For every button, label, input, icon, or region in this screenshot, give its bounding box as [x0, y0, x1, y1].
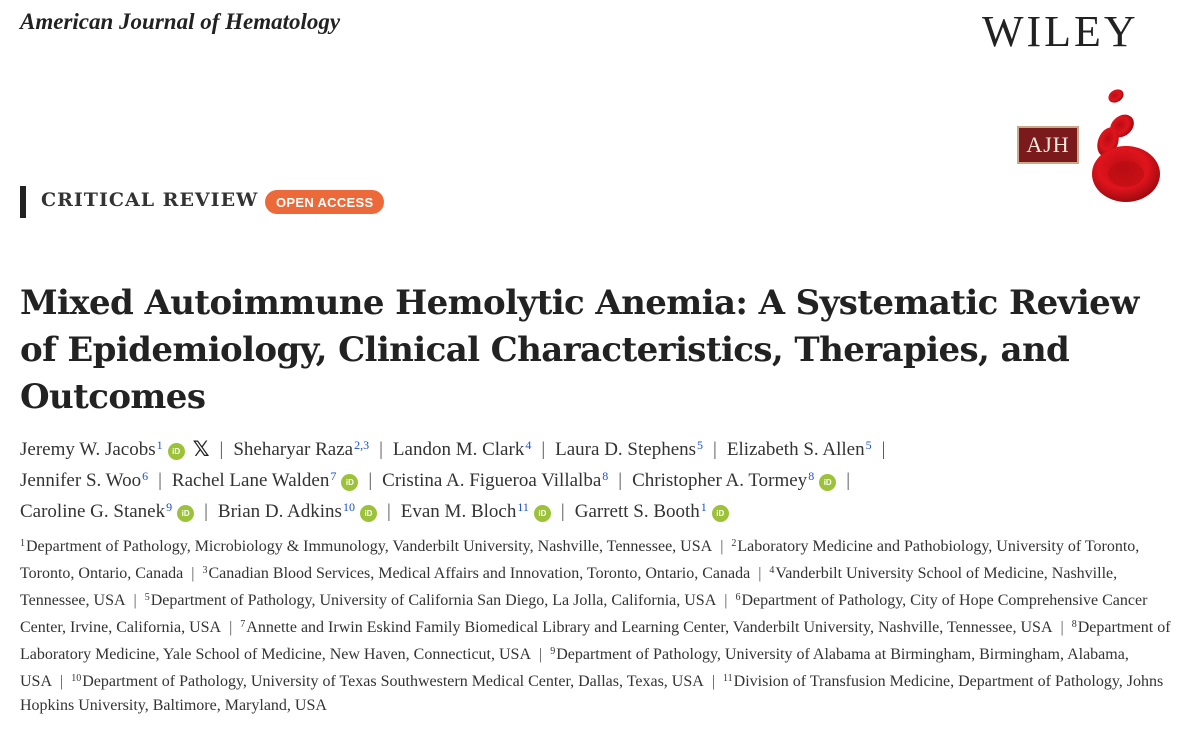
affiliation-separator: | — [724, 592, 728, 609]
author-affiliation-ref[interactable]: 11 — [517, 500, 529, 514]
author-name[interactable]: Rachel Lane Walden — [171, 470, 330, 491]
journal-name[interactable]: American Journal of Hematology — [20, 9, 341, 34]
author-name[interactable]: Jennifer S. Woo — [20, 470, 142, 491]
affiliation-separator: | — [1060, 619, 1064, 636]
affiliation-text: Department of Pathology, University of Texas Southwestern Medical Center, Dallas, Texas, USA — [82, 673, 704, 690]
orcid-icon[interactable]: iD — [341, 474, 358, 491]
affiliation-text: Department of Pathology, City of Hope Comprehensive Cancer Center, Irvine, California, USA — [20, 592, 1148, 636]
author[interactable] — [555, 439, 703, 460]
publisher-logo[interactable]: WILEY — [982, 7, 1139, 56]
author-separator: | — [881, 439, 886, 460]
author-affiliation-ref[interactable]: 9 — [166, 500, 173, 514]
affiliation-number: 3 — [202, 565, 208, 576]
author-name[interactable]: Sheharyar Raza — [233, 439, 354, 460]
author-separator: | — [158, 470, 162, 491]
author-separator: | — [618, 470, 623, 491]
author-affiliation-ref[interactable]: 8 — [808, 469, 815, 483]
ajh-logo-box: AJH — [1017, 126, 1079, 164]
author-name[interactable]: Cristina A. Figueroa Villalba — [382, 470, 602, 491]
author-affiliation-ref[interactable]: 5 — [865, 438, 872, 452]
affiliation-number: 1 — [20, 538, 25, 549]
affiliation-separator: | — [60, 673, 64, 690]
author-separator: | — [204, 501, 208, 522]
orcid-icon[interactable]: iD — [360, 505, 377, 522]
affiliation-text: Department of Pathology, University of Alabama at Birmingham, Birmingham, Alabama, USA — [20, 646, 1129, 690]
author[interactable] — [233, 439, 369, 460]
author[interactable] — [382, 470, 608, 491]
author-name[interactable]: Landon M. Clark — [392, 439, 525, 460]
section-marker — [20, 186, 26, 218]
author-name[interactable]: Evan M. Bloch — [400, 501, 517, 522]
author[interactable] — [20, 439, 210, 460]
affiliation-separator: | — [539, 646, 543, 663]
author-name[interactable]: Christopher A. Tormey — [632, 470, 808, 491]
author-affiliation-ref[interactable]: 1 — [700, 500, 707, 514]
affiliation-number: 6 — [735, 592, 741, 603]
orcid-icon[interactable]: iD — [177, 505, 194, 522]
author-list — [20, 432, 1180, 525]
affiliation-list — [20, 532, 1180, 718]
orcid-icon[interactable]: iD — [534, 505, 551, 522]
author-affiliation-ref[interactable]: 4 — [525, 438, 532, 452]
affiliation-item — [71, 673, 704, 690]
author-separator: | — [846, 470, 850, 491]
blood-cell-small — [1106, 87, 1126, 105]
affiliation-separator: | — [229, 619, 233, 636]
affiliation-number: 10 — [71, 673, 82, 684]
author[interactable] — [20, 470, 148, 491]
author-name[interactable]: Garrett S. Booth — [574, 501, 700, 522]
author-name[interactable]: Elizabeth S. Allen — [726, 439, 865, 460]
author-affiliation-ref[interactable]: 1 — [156, 438, 163, 452]
affiliation-number: 2 — [731, 538, 737, 549]
affiliation-text: Department of Pathology, University of California San Diego, La Jolla, California, USA — [150, 592, 717, 609]
author-name[interactable]: Caroline G. Stanek — [20, 501, 166, 522]
author-separator: | — [219, 439, 224, 460]
author[interactable] — [393, 439, 531, 460]
affiliation-separator: | — [133, 592, 137, 609]
author-affiliation-ref[interactable]: 2,3 — [354, 438, 370, 452]
author-name[interactable]: Jeremy W. Jacobs — [20, 439, 156, 460]
affiliation-text: Laboratory Medicine and Pathobiology, University of Toronto, Toronto, Ontario, Canada — [20, 538, 1140, 582]
author-affiliation-ref[interactable]: 8 — [602, 469, 609, 483]
orcid-icon[interactable]: iD — [819, 474, 836, 491]
author-affiliation-ref[interactable]: 5 — [697, 438, 704, 452]
affiliation-number: 8 — [1071, 619, 1077, 630]
affiliation-text: Division of Transfusion Medicine, Department of Pathology, Johns Hopkins University, Baltimore, Maryland, USA — [20, 673, 1164, 714]
affiliation-item — [240, 619, 1052, 636]
author-affiliation-ref[interactable]: 7 — [330, 469, 337, 483]
author-separator: | — [379, 439, 383, 460]
affiliation-item — [20, 538, 712, 555]
affiliation-number: 9 — [550, 646, 556, 657]
affiliation-number: 7 — [240, 619, 246, 630]
author[interactable] — [727, 439, 872, 460]
affiliation-separator: | — [720, 538, 724, 555]
article-section-type: CRITICAL REVIEW — [41, 189, 259, 211]
author-affiliation-ref[interactable]: 6 — [142, 469, 149, 483]
affiliation-number: 5 — [144, 592, 150, 603]
affiliation-number: 4 — [769, 565, 775, 576]
affiliation-text: Department of Laboratory Medicine, Yale School of Medicine, New Haven, Connecticut, USA — [20, 619, 1171, 663]
ajh-logo — [1012, 84, 1182, 204]
author[interactable] — [20, 501, 194, 522]
affiliation-text: Annette and Irwin Eskind Family Biomedical Library and Learning Center, Vanderbilt University, Nashville, Tennessee, USA — [246, 619, 1053, 636]
affiliation-item — [202, 565, 750, 582]
affiliation-text: Vanderbilt University School of Medicine, Nashville, Tennessee, USA — [20, 565, 1118, 609]
affiliation-separator: | — [191, 565, 195, 582]
orcid-icon[interactable]: iD — [168, 443, 185, 460]
author[interactable] — [401, 501, 551, 522]
open-access-badge[interactable]: OPEN ACCESS — [265, 190, 384, 214]
affiliation-number: 11 — [723, 673, 733, 684]
affiliation-separator: | — [711, 673, 716, 690]
author-affiliation-ref[interactable]: 10 — [342, 500, 355, 514]
affiliation-text: Department of Pathology, Microbiology & Immunology, Vanderbilt University, Nashville, Tennessee, USA — [26, 538, 713, 555]
author-separator: | — [541, 439, 546, 460]
affiliation-item — [145, 592, 717, 609]
author[interactable] — [575, 501, 729, 522]
affiliation-separator: | — [758, 565, 762, 582]
author[interactable] — [172, 470, 358, 491]
x-social-icon[interactable]: 𝕏 — [192, 437, 210, 461]
author-separator: | — [713, 439, 717, 460]
author-separator: | — [386, 501, 391, 522]
red-blood-cells-icon — [1082, 84, 1182, 204]
article-title: Mixed Autoimmune Hemolytic Anemia: A Systematic Review of Epidemiology, Clinical Characteristics, Therapies, and Outcomes — [20, 283, 1139, 417]
author-separator: | — [368, 470, 373, 491]
author-name[interactable]: Brian D. Adkins — [217, 501, 342, 522]
author-name[interactable]: Laura D. Stephens — [555, 439, 697, 460]
author-separator: | — [560, 501, 565, 522]
author[interactable] — [218, 501, 377, 522]
affiliation-text: Canadian Blood Services, Medical Affairs and Innovation, Toronto, Ontario, Canada — [208, 565, 751, 582]
orcid-icon[interactable]: iD — [712, 505, 729, 522]
author[interactable] — [632, 470, 836, 491]
